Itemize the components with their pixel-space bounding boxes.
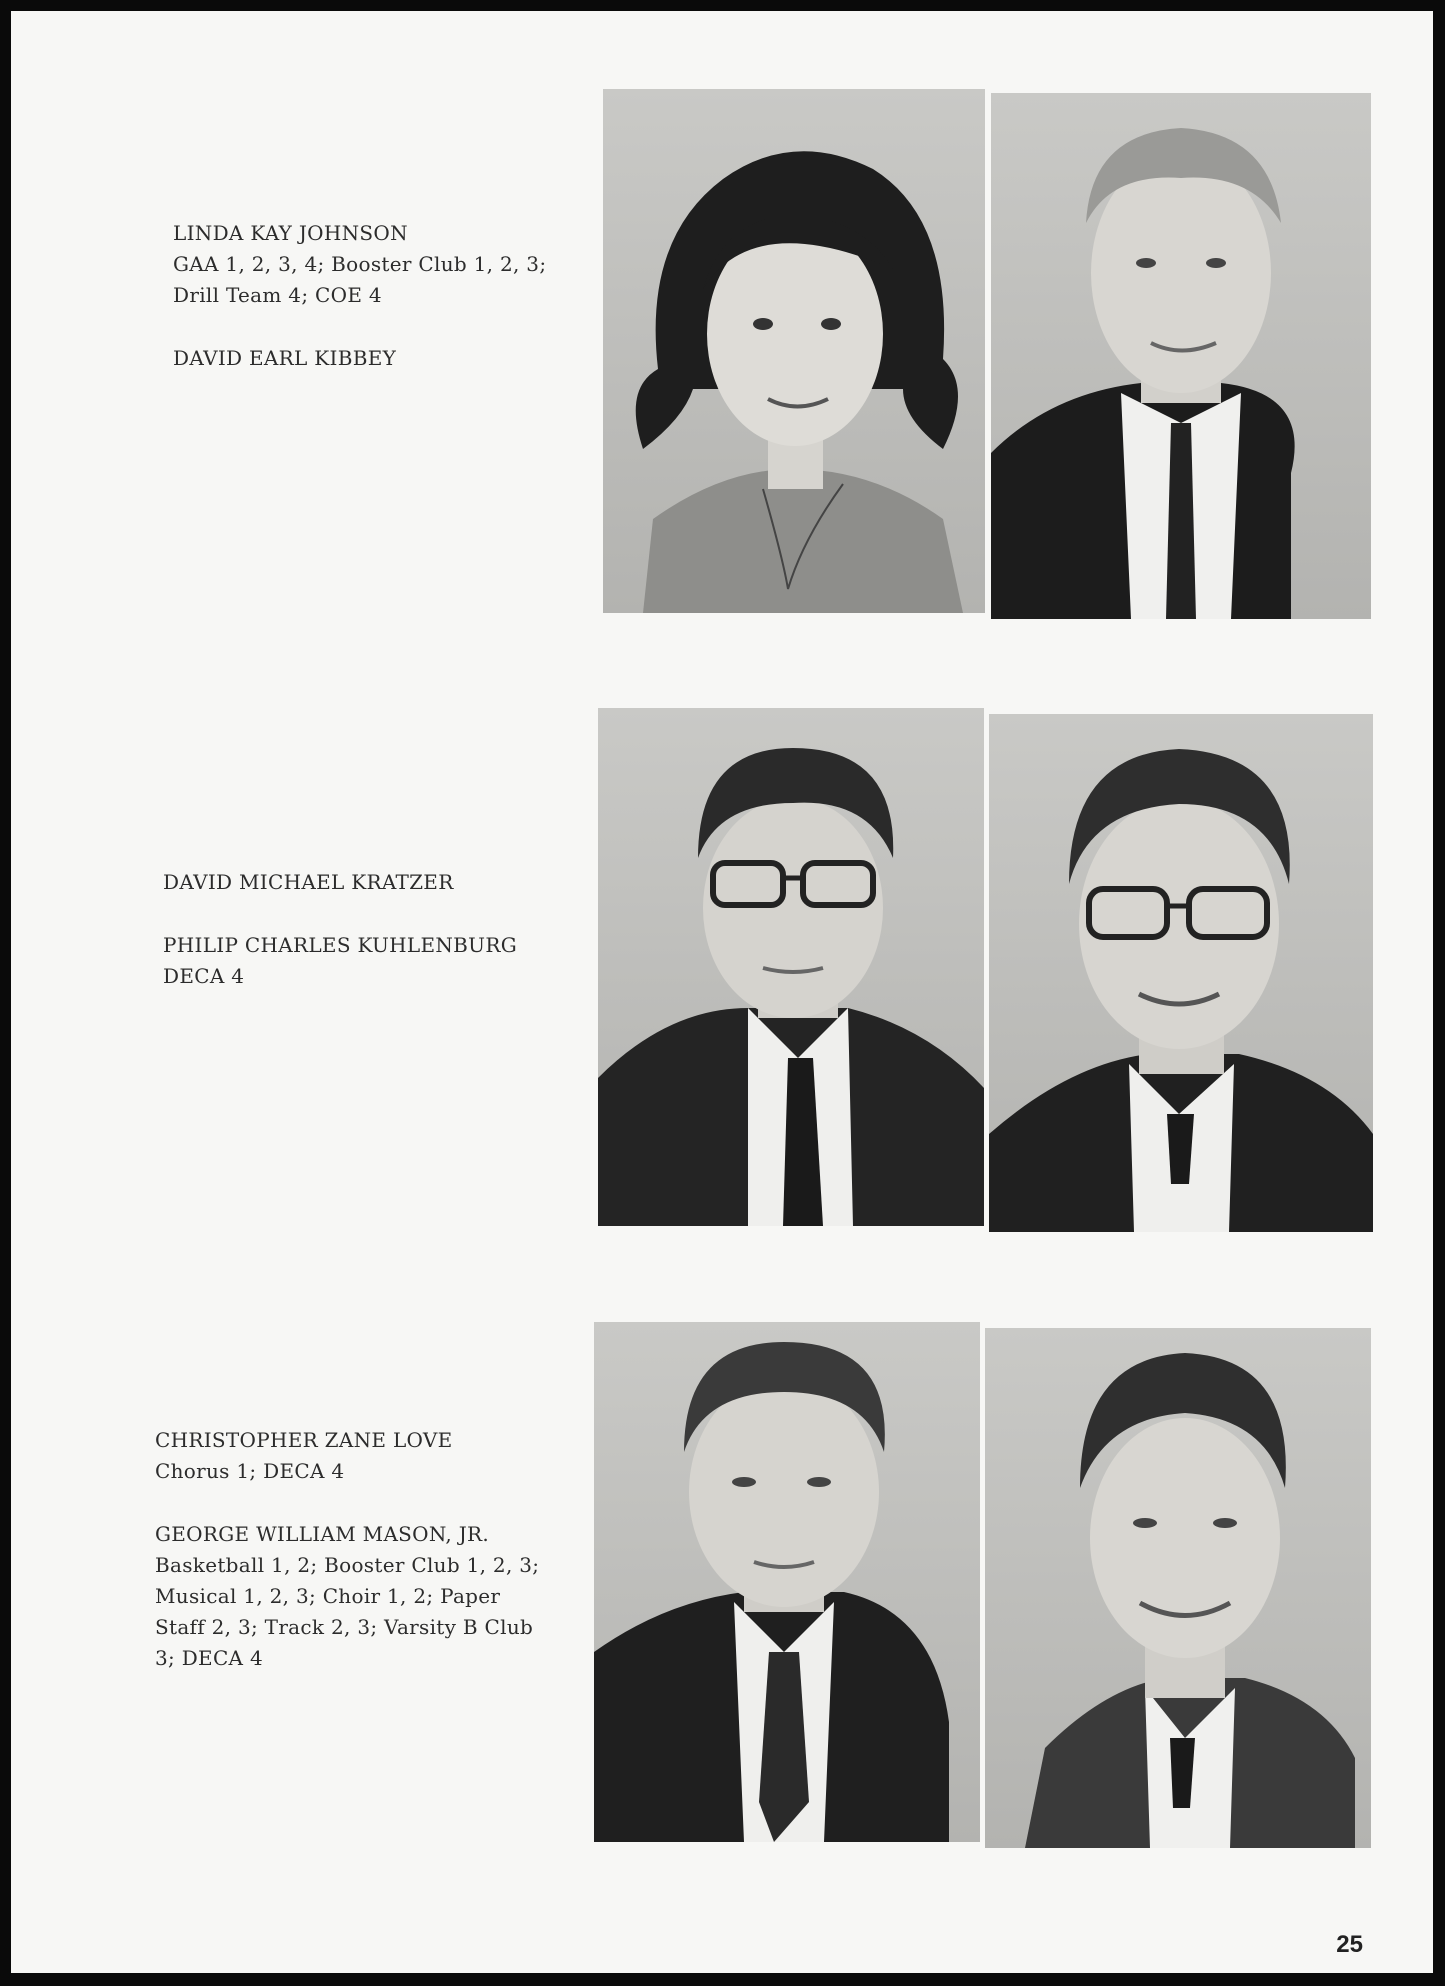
student-name: PHILIP CHARLES KUHLENBURG [163,933,517,957]
portrait-photo-kratzer [598,708,984,1226]
student-name: GEORGE WILLIAM MASON, JR. [155,1522,490,1546]
portrait-photo-johnson [603,89,985,613]
student-activities: Musical 1, 2, 3; Choir 1, 2; Paper [155,1584,501,1608]
student-name: CHRISTOPHER ZANE LOVE [155,1428,453,1452]
student-activities: GAA 1, 2, 3, 4; Booster Club 1, 2, 3; [173,252,547,276]
text-block-1 [173,218,546,374]
yearbook-page [11,11,1433,1973]
student-activities: Staff 2, 3; Track 2, 3; Varsity B Club [155,1615,534,1639]
student-activities: 3; DECA 4 [155,1646,263,1670]
student-name: DAVID MICHAEL KRATZER [163,870,454,894]
student-activities: Basketball 1, 2; Booster Club 1, 2, 3; [155,1553,540,1577]
portrait-photo-kuhlenburg [989,714,1373,1232]
portrait-photo-kibbey [991,93,1371,619]
page-number: 25 [1336,1931,1363,1958]
student-activities: Chorus 1; DECA 4 [155,1459,345,1483]
text-block-2 [163,867,517,992]
portrait-photo-love [594,1322,980,1842]
student-activities: Drill Team 4; COE 4 [173,283,382,307]
student-name: DAVID EARL KIBBEY [173,346,397,370]
text-block-3 [155,1425,539,1674]
student-activities: DECA 4 [163,964,245,988]
portrait-photo-mason [985,1328,1371,1848]
student-name: LINDA KAY JOHNSON [173,221,408,245]
